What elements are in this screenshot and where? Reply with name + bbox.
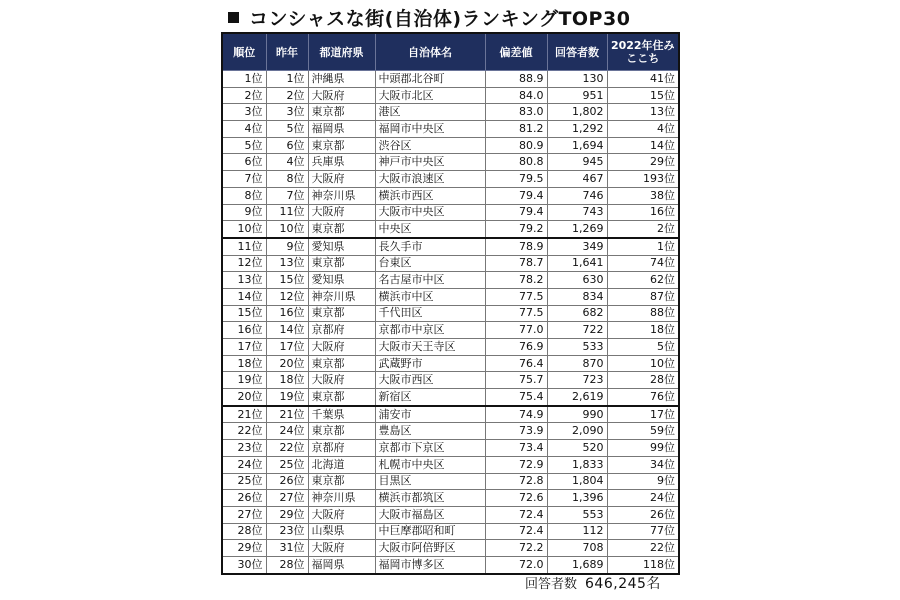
cell-respondents: 1,269: [547, 221, 607, 238]
cell-deviation-score: 72.2: [485, 540, 547, 557]
cell-respondents: 630: [547, 272, 607, 289]
cell-respondents: 746: [547, 187, 607, 204]
title-text: コンシャスな街(自治体)ランキングTOP30: [249, 8, 631, 30]
cell-last-year: 17位: [266, 339, 308, 356]
cell-last-year: 7位: [266, 187, 308, 204]
cell-municipality: 台東区: [375, 255, 485, 272]
cell-rank: 27位: [222, 506, 266, 523]
cell-livability-2022: 17位: [607, 406, 679, 423]
cell-respondents: 1,689: [547, 556, 607, 573]
cell-municipality: 豊島区: [375, 423, 485, 440]
cell-last-year: 8位: [266, 171, 308, 188]
cell-prefecture: 大阪府: [308, 87, 375, 104]
cell-livability-2022: 18位: [607, 322, 679, 339]
cell-rank: 9位: [222, 204, 266, 221]
table-row: [222, 204, 679, 221]
cell-livability-2022: 5位: [607, 339, 679, 356]
cell-municipality: 大阪市阿倍野区: [375, 540, 485, 557]
cell-prefecture: 兵庫県: [308, 154, 375, 171]
cell-prefecture: 東京都: [308, 423, 375, 440]
cell-livability-2022: 16位: [607, 204, 679, 221]
cell-prefecture: 東京都: [308, 473, 375, 490]
cell-deviation-score: 79.5: [485, 171, 547, 188]
cell-municipality: 福岡市中央区: [375, 121, 485, 138]
table-row: [222, 406, 679, 423]
cell-prefecture: 福岡県: [308, 556, 375, 573]
cell-municipality: 渋谷区: [375, 137, 485, 154]
cell-livability-2022: 15位: [607, 87, 679, 104]
table-row: [222, 372, 679, 389]
cell-livability-2022: 74位: [607, 255, 679, 272]
cell-livability-2022: 77位: [607, 523, 679, 540]
page-title: [228, 4, 630, 31]
cell-rank: 4位: [222, 121, 266, 138]
cell-deviation-score: 75.4: [485, 389, 547, 406]
cell-deviation-score: 80.8: [485, 154, 547, 171]
cell-municipality: 大阪市西区: [375, 372, 485, 389]
cell-respondents: 553: [547, 506, 607, 523]
cell-deviation-score: 79.2: [485, 221, 547, 238]
cell-livability-2022: 4位: [607, 121, 679, 138]
cell-prefecture: 東京都: [308, 104, 375, 121]
cell-rank: 6位: [222, 154, 266, 171]
cell-livability-2022: 193位: [607, 171, 679, 188]
table-row: [222, 121, 679, 138]
cell-rank: 29位: [222, 540, 266, 557]
cell-municipality: 横浜市都筑区: [375, 490, 485, 507]
cell-deviation-score: 78.9: [485, 238, 547, 255]
cell-respondents: 349: [547, 238, 607, 255]
cell-last-year: 20位: [266, 355, 308, 372]
cell-deviation-score: 72.9: [485, 456, 547, 473]
cell-rank: 1位: [222, 71, 266, 88]
cell-prefecture: 愛知県: [308, 238, 375, 255]
cell-respondents: 722: [547, 322, 607, 339]
table-row: [222, 456, 679, 473]
cell-respondents: 951: [547, 87, 607, 104]
cell-respondents: 1,292: [547, 121, 607, 138]
footer-respondent-total: [525, 573, 661, 593]
cell-livability-2022: 26位: [607, 506, 679, 523]
cell-respondents: 945: [547, 154, 607, 171]
cell-last-year: 11位: [266, 204, 308, 221]
cell-respondents: 682: [547, 305, 607, 322]
cell-municipality: 札幌市中央区: [375, 456, 485, 473]
cell-livability-2022: 2位: [607, 221, 679, 238]
cell-prefecture: 東京都: [308, 221, 375, 238]
cell-respondents: 1,804: [547, 473, 607, 490]
cell-livability-2022: 62位: [607, 272, 679, 289]
cell-respondents: 708: [547, 540, 607, 557]
table-row: [222, 187, 679, 204]
cell-respondents: 1,694: [547, 137, 607, 154]
cell-deviation-score: 74.9: [485, 406, 547, 423]
table-row: [222, 556, 679, 573]
table-row: [222, 339, 679, 356]
table-row: [222, 389, 679, 406]
cell-rank: 19位: [222, 372, 266, 389]
cell-deviation-score: 88.9: [485, 71, 547, 88]
cell-deviation-score: 77.5: [485, 305, 547, 322]
cell-municipality: 中頭郡北谷町: [375, 71, 485, 88]
footer-label: 回答者数: [525, 577, 578, 592]
cell-prefecture: 東京都: [308, 389, 375, 406]
cell-rank: 22位: [222, 423, 266, 440]
cell-last-year: 28位: [266, 556, 308, 573]
cell-last-year: 16位: [266, 305, 308, 322]
cell-municipality: 京都市下京区: [375, 440, 485, 457]
table-row: [222, 154, 679, 171]
cell-prefecture: 神奈川県: [308, 288, 375, 305]
cell-municipality: 大阪市北区: [375, 87, 485, 104]
cell-municipality: 武蔵野市: [375, 355, 485, 372]
cell-rank: 20位: [222, 389, 266, 406]
cell-prefecture: 沖縄県: [308, 71, 375, 88]
table-row: [222, 540, 679, 557]
table-row: [222, 473, 679, 490]
table-row: [222, 238, 679, 255]
cell-livability-2022: 14位: [607, 137, 679, 154]
cell-municipality: 大阪市天王寺区: [375, 339, 485, 356]
cell-deviation-score: 81.2: [485, 121, 547, 138]
cell-respondents: 2,619: [547, 389, 607, 406]
cell-municipality: 大阪市中央区: [375, 204, 485, 221]
cell-deviation-score: 84.0: [485, 87, 547, 104]
cell-livability-2022: 13位: [607, 104, 679, 121]
table-body: [222, 71, 679, 574]
cell-deviation-score: 75.7: [485, 372, 547, 389]
header-last-year: 昨年: [266, 33, 308, 71]
cell-last-year: 15位: [266, 272, 308, 289]
table-row: [222, 355, 679, 372]
cell-rank: 10位: [222, 221, 266, 238]
cell-rank: 13位: [222, 272, 266, 289]
cell-respondents: 1,641: [547, 255, 607, 272]
cell-deviation-score: 76.9: [485, 339, 547, 356]
cell-last-year: 31位: [266, 540, 308, 557]
cell-deviation-score: 72.6: [485, 490, 547, 507]
cell-prefecture: 東京都: [308, 137, 375, 154]
cell-livability-2022: 10位: [607, 355, 679, 372]
table-row: [222, 490, 679, 507]
cell-livability-2022: 118位: [607, 556, 679, 573]
cell-municipality: 港区: [375, 104, 485, 121]
cell-municipality: 浦安市: [375, 406, 485, 423]
cell-municipality: 新宿区: [375, 389, 485, 406]
cell-prefecture: 東京都: [308, 355, 375, 372]
cell-deviation-score: 77.5: [485, 288, 547, 305]
cell-municipality: 大阪市福島区: [375, 506, 485, 523]
cell-deviation-score: 72.0: [485, 556, 547, 573]
cell-prefecture: 山梨県: [308, 523, 375, 540]
cell-rank: 12位: [222, 255, 266, 272]
table-row: [222, 272, 679, 289]
cell-deviation-score: 83.0: [485, 104, 547, 121]
header-respondents: 回答者数: [547, 33, 607, 71]
cell-prefecture: 東京都: [308, 255, 375, 272]
cell-livability-2022: 29位: [607, 154, 679, 171]
cell-rank: 2位: [222, 87, 266, 104]
cell-prefecture: 大阪府: [308, 372, 375, 389]
cell-last-year: 23位: [266, 523, 308, 540]
cell-last-year: 6位: [266, 137, 308, 154]
cell-respondents: 834: [547, 288, 607, 305]
cell-last-year: 5位: [266, 121, 308, 138]
table-row: [222, 221, 679, 238]
cell-deviation-score: 77.0: [485, 322, 547, 339]
table-row: [222, 423, 679, 440]
cell-municipality: 目黒区: [375, 473, 485, 490]
cell-respondents: 1,833: [547, 456, 607, 473]
cell-last-year: 29位: [266, 506, 308, 523]
table-row: [222, 305, 679, 322]
cell-last-year: 21位: [266, 406, 308, 423]
table-row: [222, 104, 679, 121]
cell-prefecture: 福岡県: [308, 121, 375, 138]
cell-rank: 21位: [222, 406, 266, 423]
cell-prefecture: 大阪府: [308, 204, 375, 221]
cell-municipality: 中巨摩郡昭和町: [375, 523, 485, 540]
cell-livability-2022: 87位: [607, 288, 679, 305]
cell-rank: 8位: [222, 187, 266, 204]
cell-last-year: 1位: [266, 71, 308, 88]
cell-municipality: 中央区: [375, 221, 485, 238]
cell-livability-2022: 59位: [607, 423, 679, 440]
cell-deviation-score: 78.2: [485, 272, 547, 289]
footer-value: 646,245名: [585, 576, 661, 592]
cell-prefecture: 神奈川県: [308, 187, 375, 204]
cell-municipality: 名古屋市中区: [375, 272, 485, 289]
cell-municipality: 千代田区: [375, 305, 485, 322]
cell-prefecture: 大阪府: [308, 339, 375, 356]
cell-respondents: 723: [547, 372, 607, 389]
cell-rank: 25位: [222, 473, 266, 490]
header-rank: 順位: [222, 33, 266, 71]
table-row: [222, 71, 679, 88]
ranking-table: [221, 32, 680, 575]
header-prefecture: 都道府県: [308, 33, 375, 71]
cell-deviation-score: 78.7: [485, 255, 547, 272]
table-row: [222, 523, 679, 540]
cell-municipality: 福岡市博多区: [375, 556, 485, 573]
cell-last-year: 2位: [266, 87, 308, 104]
cell-last-year: 25位: [266, 456, 308, 473]
cell-respondents: 130: [547, 71, 607, 88]
cell-respondents: 1,802: [547, 104, 607, 121]
cell-prefecture: 京都府: [308, 322, 375, 339]
table-row: [222, 171, 679, 188]
cell-prefecture: 北海道: [308, 456, 375, 473]
cell-livability-2022: 22位: [607, 540, 679, 557]
cell-respondents: 533: [547, 339, 607, 356]
cell-livability-2022: 38位: [607, 187, 679, 204]
cell-respondents: 2,090: [547, 423, 607, 440]
cell-deviation-score: 80.9: [485, 137, 547, 154]
cell-respondents: 520: [547, 440, 607, 457]
cell-rank: 23位: [222, 440, 266, 457]
cell-deviation-score: 79.4: [485, 204, 547, 221]
table-row: [222, 288, 679, 305]
cell-livability-2022: 28位: [607, 372, 679, 389]
cell-last-year: 22位: [266, 440, 308, 457]
cell-respondents: 467: [547, 171, 607, 188]
cell-rank: 14位: [222, 288, 266, 305]
cell-livability-2022: 76位: [607, 389, 679, 406]
cell-last-year: 9位: [266, 238, 308, 255]
header-deviation-score: 偏差値: [485, 33, 547, 71]
cell-municipality: 京都市中京区: [375, 322, 485, 339]
cell-municipality: 横浜市西区: [375, 187, 485, 204]
header-livability-2022: 2022年住みここち: [607, 33, 679, 71]
cell-last-year: 19位: [266, 389, 308, 406]
cell-rank: 15位: [222, 305, 266, 322]
cell-livability-2022: 9位: [607, 473, 679, 490]
cell-rank: 3位: [222, 104, 266, 121]
cell-deviation-score: 72.4: [485, 506, 547, 523]
cell-livability-2022: 41位: [607, 71, 679, 88]
cell-municipality: 神戸市中央区: [375, 154, 485, 171]
cell-deviation-score: 73.4: [485, 440, 547, 457]
cell-deviation-score: 72.8: [485, 473, 547, 490]
cell-livability-2022: 88位: [607, 305, 679, 322]
cell-respondents: 743: [547, 204, 607, 221]
cell-last-year: 12位: [266, 288, 308, 305]
cell-deviation-score: 76.4: [485, 355, 547, 372]
cell-last-year: 18位: [266, 372, 308, 389]
cell-rank: 11位: [222, 238, 266, 255]
cell-last-year: 3位: [266, 104, 308, 121]
cell-rank: 24位: [222, 456, 266, 473]
cell-last-year: 14位: [266, 322, 308, 339]
cell-last-year: 26位: [266, 473, 308, 490]
cell-respondents: 870: [547, 355, 607, 372]
cell-municipality: 横浜市中区: [375, 288, 485, 305]
cell-municipality: 大阪市浪速区: [375, 171, 485, 188]
cell-last-year: 13位: [266, 255, 308, 272]
table-row: [222, 506, 679, 523]
cell-deviation-score: 72.4: [485, 523, 547, 540]
table-row: [222, 322, 679, 339]
cell-rank: 18位: [222, 355, 266, 372]
cell-respondents: 990: [547, 406, 607, 423]
cell-prefecture: 京都府: [308, 440, 375, 457]
cell-deviation-score: 73.9: [485, 423, 547, 440]
cell-last-year: 10位: [266, 221, 308, 238]
cell-prefecture: 神奈川県: [308, 490, 375, 507]
cell-rank: 5位: [222, 137, 266, 154]
cell-rank: 28位: [222, 523, 266, 540]
cell-livability-2022: 99位: [607, 440, 679, 457]
cell-deviation-score: 79.4: [485, 187, 547, 204]
bullet-square-icon: [228, 12, 239, 23]
cell-livability-2022: 24位: [607, 490, 679, 507]
cell-livability-2022: 1位: [607, 238, 679, 255]
cell-prefecture: 東京都: [308, 305, 375, 322]
cell-rank: 16位: [222, 322, 266, 339]
cell-rank: 30位: [222, 556, 266, 573]
cell-last-year: 4位: [266, 154, 308, 171]
table-row: [222, 255, 679, 272]
cell-prefecture: 愛知県: [308, 272, 375, 289]
cell-prefecture: 大阪府: [308, 540, 375, 557]
cell-municipality: 長久手市: [375, 238, 485, 255]
cell-prefecture: 千葉県: [308, 406, 375, 423]
cell-rank: 17位: [222, 339, 266, 356]
table-header-row: [222, 33, 679, 71]
cell-livability-2022: 34位: [607, 456, 679, 473]
table-row: [222, 137, 679, 154]
cell-prefecture: 大阪府: [308, 171, 375, 188]
table-row: [222, 87, 679, 104]
cell-prefecture: 大阪府: [308, 506, 375, 523]
cell-respondents: 112: [547, 523, 607, 540]
cell-respondents: 1,396: [547, 490, 607, 507]
cell-rank: 26位: [222, 490, 266, 507]
cell-last-year: 24位: [266, 423, 308, 440]
header-municipality: 自治体名: [375, 33, 485, 71]
table-row: [222, 440, 679, 457]
cell-last-year: 27位: [266, 490, 308, 507]
cell-rank: 7位: [222, 171, 266, 188]
